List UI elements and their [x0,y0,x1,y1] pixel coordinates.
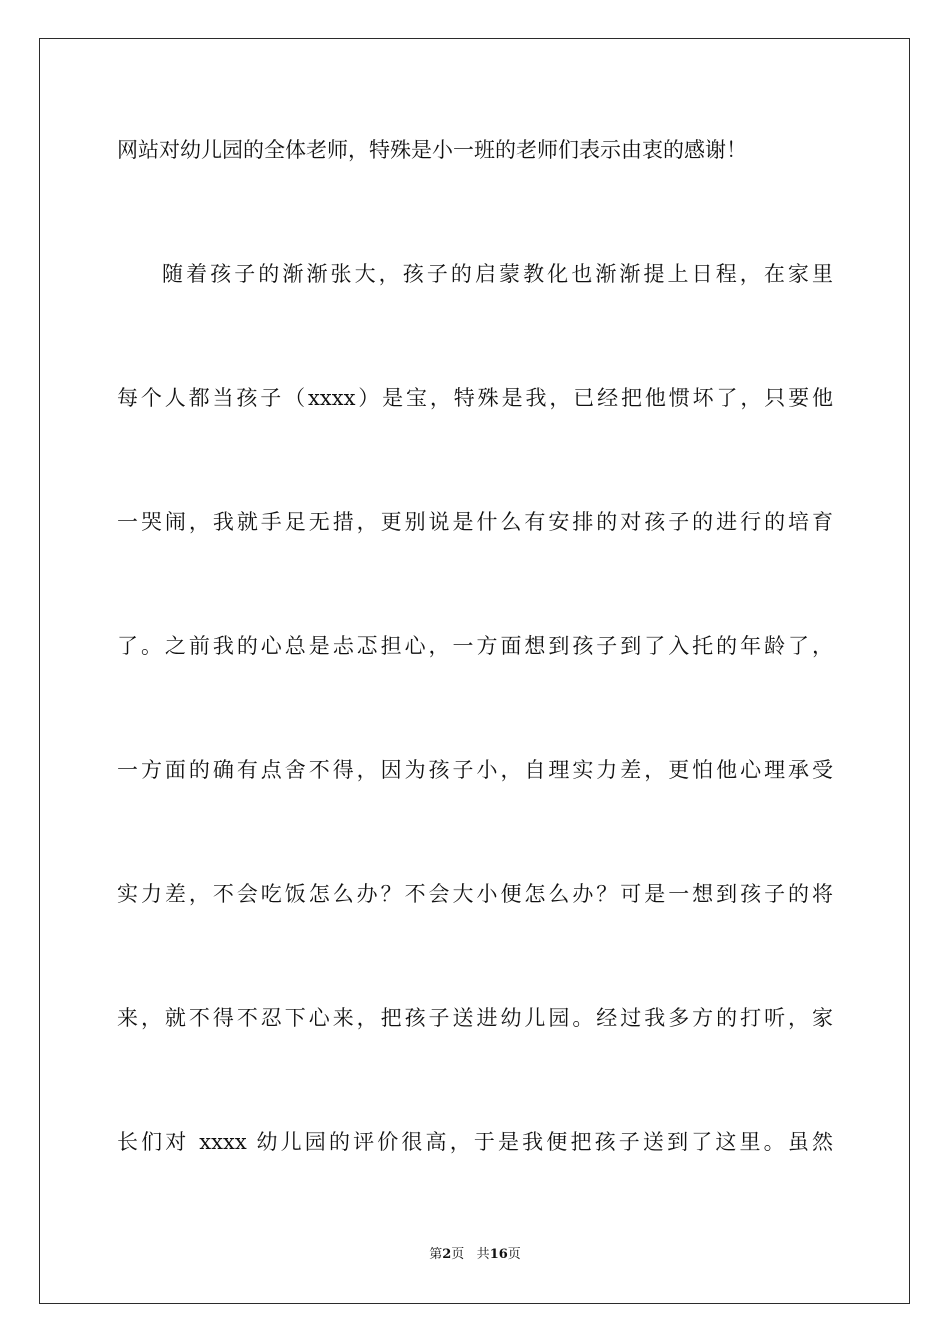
total-suffix: 页 [507,1247,521,1262]
text-line-8: 来，就不得不忍下心来，把孩子送进幼儿园。经过我多方的打听，家 [117,1006,833,1030]
text-line-4: 一哭闹，我就手足无措，更别说是什么有安排的对孩子的进行的培育 [117,510,833,534]
text-line-5: 了。之前我的心总是忐忑担心，一方面想到孩子到了入托的年龄了， [117,634,833,658]
text-line-1: 网站对幼儿园的全体老师，特殊是小一班的老师们表示由衷的感谢！ [117,138,747,162]
page-footer [0,1246,950,1264]
page-border [39,38,910,1304]
total-pages: 16 [489,1247,508,1262]
text-line-3: 每个人都当孩子（xxxx）是宝，特殊是我，已经把他惯坏了，只要他 [117,386,833,410]
page-number: 2 [442,1247,452,1262]
page-prefix: 第 [429,1247,443,1262]
text-line-2: 随着孩子的渐渐张大，孩子的启蒙教化也渐渐提上日程，在家里 [162,262,833,286]
text-line-7: 实力差，不会吃饭怎么办？不会大小便怎么办？可是一想到孩子的将 [117,882,833,906]
text-line-6: 一方面的确有点舍不得，因为孩子小，自理实力差，更怕他心理承受 [117,758,833,782]
page-suffix: 页 [451,1247,465,1262]
text-line-9: 长们对 xxxx 幼儿园的评价很高，于是我便把孩子送到了这里。虽然 [117,1130,833,1154]
total-prefix: 共 [476,1247,490,1262]
